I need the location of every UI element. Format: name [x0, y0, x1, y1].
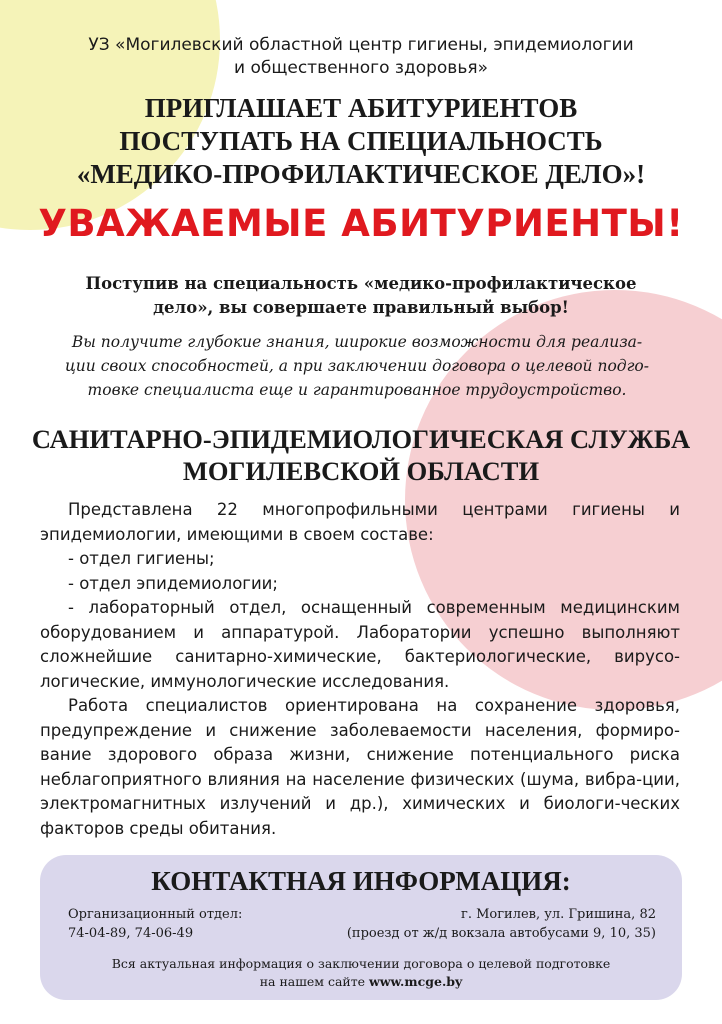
service-title-line-2: МОГИЛЕВСКОЙ ОБЛАСТИ: [182, 456, 540, 486]
lead-line-2: дело», вы совершаете правильный выбор!: [153, 298, 569, 317]
address-line: г. Могилев, ул. Гришина, 82: [461, 907, 656, 922]
contact-department: [68, 905, 328, 943]
list-item-hygiene: - отдел гигиены;: [68, 549, 215, 568]
benefits-line-3: товке специалиста еще и гарантированное трудоустройство.: [87, 381, 627, 399]
intro-paragraph: Представлена 22 многопрофильными центрами гигиены и эпидемиологии, имеющими в своем составе:: [40, 500, 680, 544]
org-line-1: УЗ «Могилевский областной центр гигиены, эпидемиологии: [88, 35, 634, 55]
department-phones: 74-04-89, 74-06-49: [68, 926, 194, 941]
contact-title: КОНТАКТНАЯ ИНФОРМАЦИЯ:: [151, 866, 571, 896]
lead-line-1: Поступив на специальность «медико-профилактическое: [85, 274, 637, 293]
website-link[interactable]: www.mcge.by: [369, 974, 463, 989]
footer-line-1: Вся актуальная информация о заключении договора о целевой подготовке: [111, 956, 611, 971]
footer-prefix: на нашем сайте: [259, 974, 370, 989]
list-item-epidemiology: - отдел эпидемиологии;: [68, 573, 278, 593]
directions-line: (проезд от ж/д вокзала автобусами 9, 10, 35): [346, 926, 656, 941]
contact-address: [326, 905, 656, 943]
service-description: [40, 498, 680, 841]
lead-paragraph: [70, 272, 652, 320]
invite-line-1: ПРИГЛАШАЕТ АБИТУРИЕНТОВ: [144, 93, 578, 123]
work-paragraph: Работа специалистов ориентирована на сохранение здоровья, предупреждение и снижение заболеваемости населения, формиро-вание здорового образа жизни, снижение потенциального риска неблагоприятного влияния на население физических (шума, вибра-ции, электромагнитных излучений и др.), химических и биологи-ческих факторов среды обитания.: [40, 696, 680, 838]
service-heading: [20, 423, 702, 487]
invite-line-2: ПОСТУПАТЬ НА СПЕЦИАЛЬНОСТЬ: [119, 126, 603, 156]
invitation-heading: [20, 92, 702, 191]
benefits-line-2: ции своих способностей, а при заключении договора о целевой подго-: [64, 357, 649, 375]
contact-footer: [40, 955, 682, 991]
org-line-2: и общественного здоровья»: [234, 58, 488, 78]
contact-panel: [40, 855, 682, 1000]
main-headline: УВАЖАЕМЫЕ АБИТУРИЕНТЫ!: [38, 202, 684, 245]
benefits-line-1: Вы получите глубокие знания, широкие возможности для реализа-: [71, 333, 643, 351]
list-item-laboratory: - лабораторный отдел, оснащенный современным медицинским оборудованием и аппаратурой. Лаборатории успешно выполняют сложнейшие санитарно-химические, бактериологические, вирусо-логические, иммунологические исследования.: [40, 598, 680, 691]
service-title-line-1: САНИТАРНО-ЭПИДЕМИОЛОГИЧЕСКАЯ СЛУЖБА: [31, 424, 691, 454]
footer-line-2: [40, 973, 682, 991]
organization-name: [40, 34, 682, 80]
invite-line-3: «МЕДИКО-ПРОФИЛАКТИЧЕСКОЕ ДЕЛО»!: [76, 159, 646, 189]
department-label: Организационный отдел:: [68, 907, 243, 922]
benefits-paragraph: [32, 330, 682, 402]
